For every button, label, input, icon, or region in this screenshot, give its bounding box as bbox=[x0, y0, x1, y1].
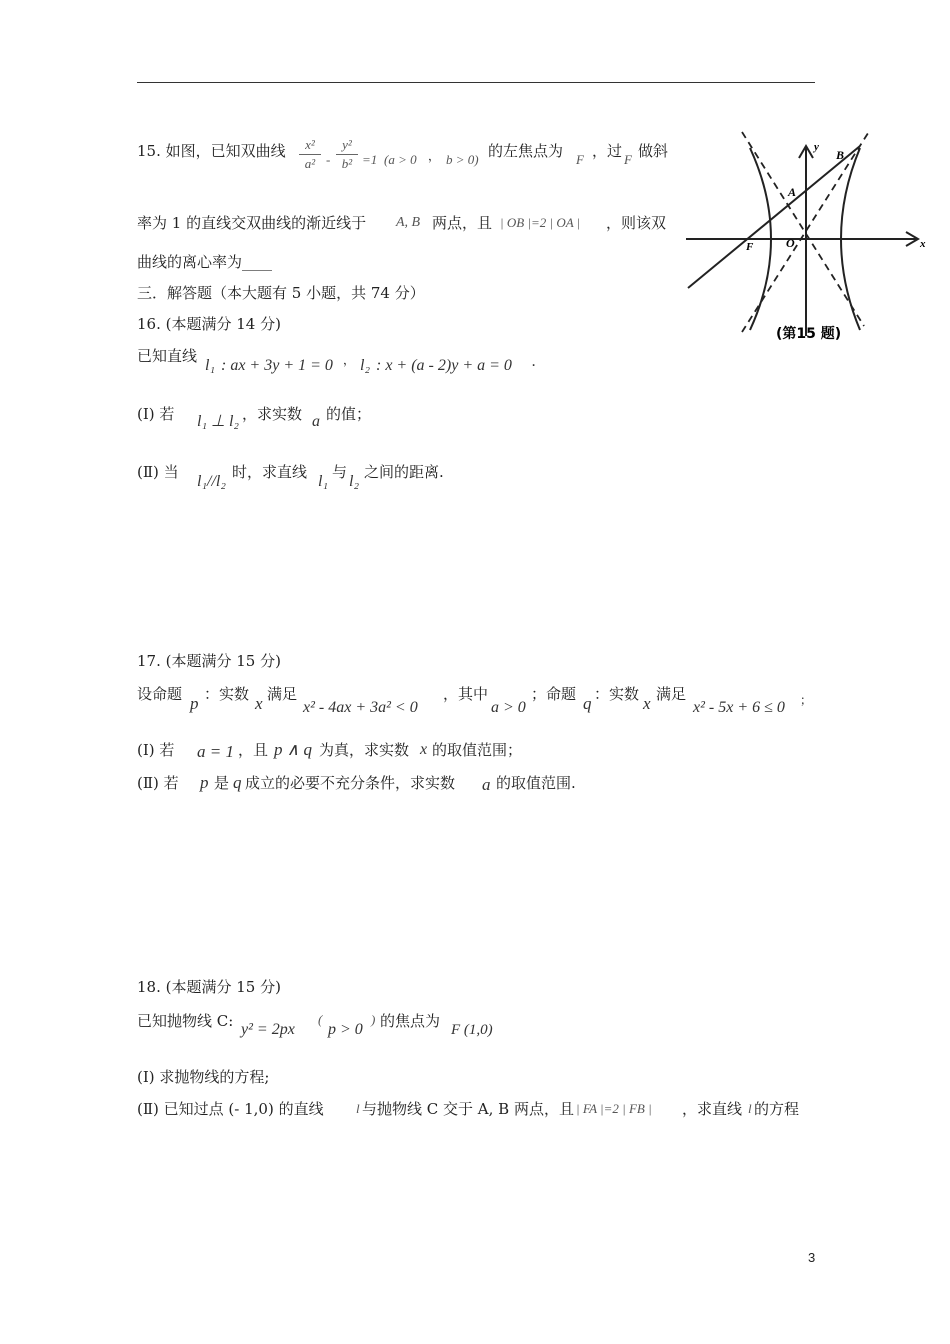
q15-line2-b: 两点，且 bbox=[432, 214, 493, 232]
figure-label-y: y bbox=[814, 141, 819, 153]
q15-fraction-y-over-b bbox=[336, 137, 358, 172]
q18-part2-tail: ，求直线 bbox=[682, 1100, 743, 1118]
q17-q: q bbox=[583, 694, 592, 713]
figure-label-A: A bbox=[788, 185, 797, 199]
q16-part1-prefix: (Ⅰ) 若 bbox=[137, 405, 175, 423]
q18-part2-prefix: (Ⅱ) 已知过点 (- 1,0) 的直线 bbox=[137, 1100, 324, 1118]
q16-part2-mid: 时，求直线 bbox=[232, 463, 308, 481]
q17-part2-a: a bbox=[482, 775, 491, 794]
q16-l1-label: l₁ bbox=[205, 357, 216, 374]
q18-line-l-2: l bbox=[748, 1101, 752, 1116]
q18-condition-FA-FB: | FA |=2 | FB | bbox=[576, 1101, 652, 1116]
q18-line-l: l bbox=[356, 1101, 360, 1116]
q16-l1-equation: : ax + 3y + 1 = 0 bbox=[221, 357, 333, 374]
q18-focus-text: 的焦点为 bbox=[380, 1012, 441, 1030]
q17-x1: x bbox=[255, 694, 263, 713]
frac1-bar bbox=[299, 154, 321, 155]
q16-end-dot: . bbox=[532, 353, 536, 370]
q17-part2-prefix: (Ⅱ) 若 bbox=[137, 774, 179, 792]
q15-hyperbola-figure bbox=[684, 126, 934, 346]
q17-semicolon: ； bbox=[800, 693, 813, 707]
q17-p-satisfies: 满足 bbox=[267, 685, 298, 703]
q15-fraction-x-over-a bbox=[299, 137, 321, 172]
frac2-bar bbox=[336, 154, 358, 155]
q16-separator: ， bbox=[343, 353, 356, 367]
section3-heading: 三．解答题（本大题有 5 小题，共 74 分） bbox=[137, 284, 425, 302]
q17-p: p bbox=[190, 694, 199, 713]
q15-through-text: ，过 bbox=[592, 142, 623, 160]
q15-minus: - bbox=[326, 152, 331, 167]
q17-q-mid: ：实数 bbox=[594, 685, 640, 703]
q18-part1: (Ⅰ) 求抛物线的方程; bbox=[137, 1068, 270, 1086]
q17-part2-mid: 成立的必要不充分条件，求实数 bbox=[245, 774, 456, 792]
frac1-denominator: a² bbox=[304, 156, 316, 171]
q18-parabola: y² = 2px bbox=[241, 1021, 295, 1038]
q16-part1-end: 的值； bbox=[326, 405, 372, 423]
header-rule bbox=[137, 82, 815, 83]
q15-line1-prefix: 15. 如图，已知双曲线 bbox=[137, 142, 286, 160]
q16-given-prefix: 已知直线 bbox=[137, 347, 198, 365]
q15-left-focus-text: 的左焦点为 bbox=[488, 142, 564, 160]
figure-label-O: O bbox=[786, 236, 795, 250]
q16-title: 16. (本题满分 14 分) bbox=[137, 315, 281, 333]
q16-part1-a: a bbox=[312, 413, 320, 430]
q18-title: 18. (本题满分 15 分) bbox=[137, 978, 281, 996]
q17-part1-prefix: (Ⅰ) 若 bbox=[137, 741, 175, 759]
q15-slope-text: 做斜 bbox=[638, 142, 669, 160]
q17-p-inequality: x² - 4ax + 3a² < 0 bbox=[303, 699, 418, 716]
q16-part2-l2: l₂ bbox=[349, 473, 360, 490]
q17-where: ，其中 bbox=[443, 685, 489, 703]
q15-line3: 曲线的离心率为____ bbox=[137, 253, 273, 271]
frac2-numerator: y² bbox=[342, 137, 352, 152]
q18-focus: F (1,0) bbox=[451, 1022, 493, 1038]
q16-part2-prefix: (Ⅱ) 当 bbox=[137, 463, 179, 481]
q17-title: 17. (本题满分 15 分) bbox=[137, 652, 281, 670]
figure-label-x: x bbox=[920, 238, 926, 250]
q16-part2-end: 之间的距离. bbox=[364, 463, 444, 481]
q18-given-prefix: 已知抛物线 C: bbox=[137, 1012, 234, 1030]
line-through-F bbox=[688, 146, 860, 288]
q16-part1-math: l₁ ⊥ l₂ bbox=[197, 413, 239, 430]
q16-part1-mid: ，求实数 bbox=[242, 405, 303, 423]
figure-label-B: B bbox=[836, 148, 845, 162]
q15-line2-a: 率为 1 的直线交双曲线的渐近线于 bbox=[137, 214, 367, 232]
q18-part2-mid: 与抛物线 C 交于 A, B 两点，且 bbox=[362, 1100, 574, 1118]
q15-condition-b: b > 0) bbox=[446, 152, 479, 167]
q17-part2-p: p bbox=[200, 773, 209, 792]
q15-equals-one: =1 bbox=[362, 152, 378, 167]
q17-x2: x bbox=[643, 694, 651, 713]
q17-q-prefix: ；命题 bbox=[531, 685, 577, 703]
q17-part1-mid: ，且 bbox=[238, 741, 269, 759]
frac2-denominator: b² bbox=[341, 156, 353, 171]
q17-part1-x: x bbox=[420, 741, 428, 758]
q17-part2-is: 是 bbox=[214, 774, 230, 792]
q16-part2-math: l₁//l₂ bbox=[197, 473, 226, 490]
q17-p-prefix: 设命题 bbox=[137, 685, 183, 703]
q15-points-AB: A, B bbox=[396, 215, 421, 230]
figure-caption: (第15 题) bbox=[776, 326, 842, 342]
q15-condition-a: (a > 0 bbox=[384, 152, 417, 167]
q15-condition-separator: ， bbox=[428, 149, 441, 163]
frac1-numerator: x² bbox=[305, 137, 315, 152]
q15-line2-c: ，则该双 bbox=[606, 214, 667, 232]
page-number: 3 bbox=[808, 1250, 816, 1265]
q17-part1-end: 的取值范围； bbox=[432, 741, 523, 759]
q18-condition: p > 0 bbox=[328, 1021, 363, 1038]
q17-q-inequality: x² - 5x + 6 ≤ 0 bbox=[693, 699, 785, 716]
q17-part2-q: q bbox=[233, 773, 242, 792]
q18-part2-end: 的方程 bbox=[754, 1100, 800, 1118]
q18-cond-close: ) bbox=[371, 1012, 376, 1027]
q16-l2-equation: : x + (a - 2)y + a = 0 bbox=[376, 357, 512, 374]
q17-part1-tail: 为真，求实数 bbox=[319, 741, 410, 759]
q17-part2-end: 的取值范围. bbox=[496, 774, 576, 792]
q17-p-mid: ：实数 bbox=[204, 685, 250, 703]
q17-a-positive: a > 0 bbox=[491, 699, 526, 716]
q15-condition-OB-OA: | OB |=2 | OA | bbox=[500, 215, 581, 230]
q15-focus-F: F bbox=[576, 152, 584, 167]
q16-l2-label: l₂ bbox=[360, 357, 371, 374]
q18-cond-open: ( bbox=[318, 1012, 323, 1027]
q17-part1-p-and-q: p ∧ q bbox=[274, 740, 312, 759]
q17-part1-a-eq-1: a = 1 bbox=[197, 742, 234, 761]
q17-q-satisfies: 满足 bbox=[656, 685, 687, 703]
q16-part2-l1: l₁ bbox=[318, 473, 329, 490]
q16-part2-and: 与 bbox=[332, 463, 348, 481]
q15-focus-F-2: F bbox=[624, 152, 632, 167]
figure-label-F: F bbox=[746, 241, 754, 253]
